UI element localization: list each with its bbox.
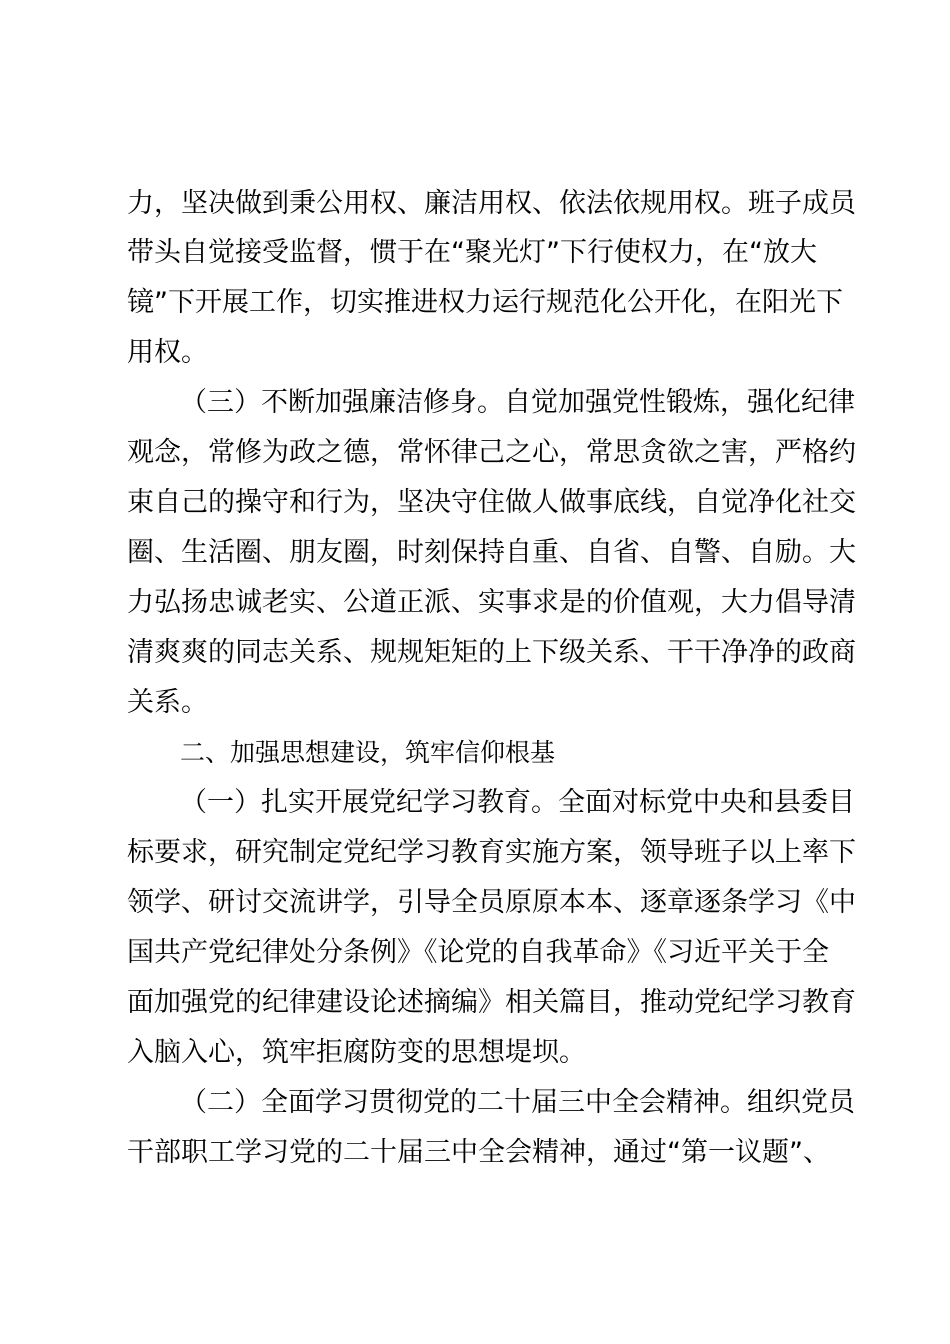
text-line: 力，坚决做到秉公用权、廉洁用权、依法依规用权。班子成员 (127, 188, 856, 219)
section-heading: 二、加强思想建设，筑牢信仰根基 (180, 738, 556, 767)
text-line: 面加强党的纪律建设论述摘编》相关篇目，推动党纪学习教育 (127, 987, 856, 1018)
text-line: 入脑入心，筑牢拒腐防变的思想堤坝。 (127, 1037, 586, 1068)
text-line: 力弘扬忠诚老实、公道正派、实事求是的价值观，大力倡导清 (127, 587, 856, 618)
text-line: 圈、生活圈、朋友圈，时刻保持自重、自省、自警、自励。大 (127, 537, 856, 568)
text-line: 关系。 (127, 687, 208, 718)
paragraph-first-line: （三）不断加强廉洁修身。自觉加强党性锻炼，强化纪律 (180, 387, 855, 418)
text-line: 干部职工学习党的二十届三中全会精神，通过“第一议题”、 (127, 1137, 830, 1168)
text-line: 带头自觉接受监督，惯于在“聚光灯”下行使权力，在“放大 (127, 237, 817, 268)
text-line: 镜”下开展工作，切实推进权力运行规范化公开化，在阳光下 (127, 287, 843, 318)
text-line: 观念，常修为政之德，常怀律己之心，常思贪欲之害，严格约 (127, 437, 856, 468)
text-line: 领学、研讨交流讲学，引导全员原原本本、逐章逐条学习《中 (127, 887, 856, 918)
paragraph-first-line: （二）全面学习贯彻党的二十届三中全会精神。组织党员 (180, 1087, 855, 1118)
text-line: 国共产党纪律处分条例》《论党的自我革命》《习近平关于全 (127, 937, 829, 968)
text-line: 清爽爽的同志关系、规规矩矩的上下级关系、干干净净的政商 (127, 637, 856, 668)
text-line: 标要求，研究制定党纪学习教育实施方案，领导班子以上率下 (127, 837, 856, 868)
paragraph-first-line: （一）扎实开展党纪学习教育。全面对标党中央和县委目 (180, 787, 855, 818)
text-line: 束自己的操守和行为，坚决守住做人做事底线，自觉净化社交 (127, 487, 856, 518)
text-line: 用权。 (127, 337, 208, 368)
